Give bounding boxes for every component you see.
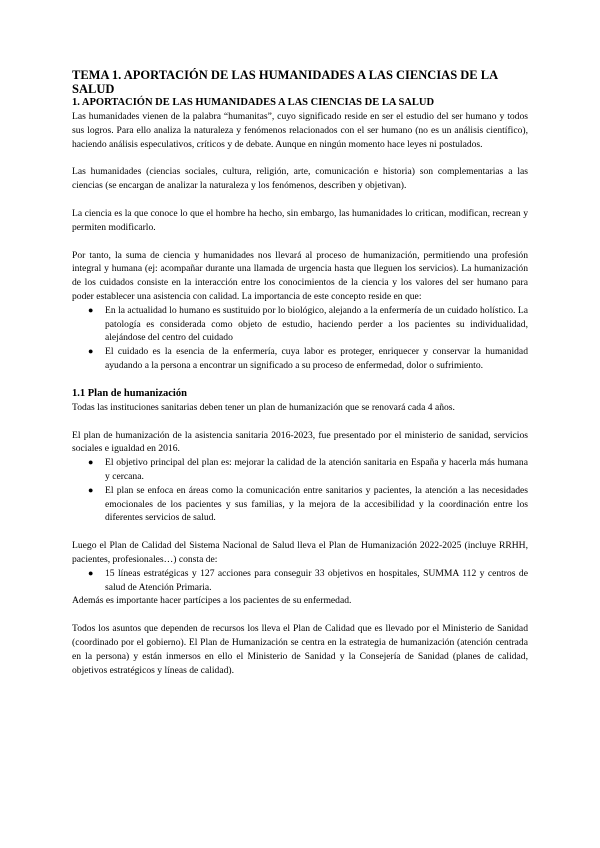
bullet-icon: ● [88, 346, 94, 357]
paragraph-instituciones: Todas las instituciones sanitarias deben tener un plan de humanización que se renovará cada 4 años. [72, 401, 455, 413]
list-item: ● El objetivo principal del plan es: mejorar la calidad de la atención sanitaria en España y hacerla más humana y cercana. [88, 457, 528, 482]
list-item: ● En la actualidad lo humano es sustituido por lo biológico, alejando a la enfermería de un cuidado holístico. La patología es considerada como objeto de estudio, haciendo perder a los pacientes su individualidad, alejándose del centro del cuidado [88, 304, 528, 344]
paragraph-asuntos: Todos los asuntos que dependen de recursos los lleva el Plan de Calidad que es llevado por el Ministerio de Sanidad (coordinado por el gobierno). El Plan de Humanización se centra en la estrategia de humanización (atención centrada en la persona) y están inmersos en ello el Ministerio de Sanidad y la Consejería de Sanidad (planes de calidad, objetivos estratégicos y líneas de calidad). [72, 623, 528, 676]
bullet-icon: ● [88, 304, 94, 315]
bullet-icon: ● [88, 484, 94, 495]
document-title: TEMA 1. APORTACIÓN DE LAS HUMANIDADES A LAS CIENCIAS DE LA SALUD [72, 68, 498, 96]
section-heading-aportacion: 1. APORTACIÓN DE LAS HUMANIDADES A LAS CIENCIAS DE LA SALUD [72, 97, 435, 108]
plan-list [72, 456, 528, 525]
importance-list [72, 304, 528, 373]
list-item: ● 15 líneas estratégicas y 127 acciones para conseguir 33 objetivos en hospitales, SUMMA 112 y centros de salud de Atención Primaria. [88, 567, 528, 593]
plan-calidad-list [72, 567, 528, 595]
list-item: ● El plan se enfoca en áreas como la comunicación entre sanitarios y pacientes, la atención a las necesidades emocionales de los pacientes y sus familias, y la mejora de la accesibilidad y la coordinación entre los diferentes servicios de salud. [88, 484, 528, 524]
document-page [72, 68, 528, 677]
paragraph-participes: Además es importante hacer partícipes a los pacientes de su enfermedad. [72, 595, 352, 607]
paragraph-ciencia: La ciencia es la que conoce lo que el hombre ha hecho, sin embargo, las humanidades lo critican, modifican, recrean y permiten modificarlo. [72, 207, 528, 233]
paragraph-humanidades-definicion: Las humanidades vienen de la palabra “humanitas”, cuyo significado reside en ser el estudio del ser humano y todos sus logros. Para ello analiza la naturaleza y fenómenos relacionados con el ser humano (no es un análisis científico), haciendo análisis especulativos, críticos y de debate. Aunque en ningún momento hace leyes ni postulados. [72, 111, 528, 150]
paragraph-humanizacion: Por tanto, la suma de ciencia y humanidades nos llevará al proceso de humanización, permitiendo una profesión integral y humana (ej: acompañar durante una llamada de urgencia hasta que lleguen los servicios). La humanización de los cuidados consiste en la interacción entre los conocimientos de la ciencia y los valores del ser humano para poder establecer una asistencia con calidad. La importancia de este concepto reside en que: [72, 249, 528, 302]
bullet-icon: ● [88, 457, 94, 468]
section-heading-plan: 1.1 Plan de humanización [72, 387, 187, 399]
list-item: ● El cuidado es la esencia de la enfermería, cuya labor es proteger, enriquecer y conservar la humanidad ayudando a la persona a encontrar un significado a su proceso de enfermedad, dolor o sufrimiento. [88, 346, 528, 371]
paragraph-plan-calidad: Luego el Plan de Calidad del Sistema Nacional de Salud lleva el Plan de Humanización 2022-2025 (incluye RRHH, pacientes, profesionales…) consta de: [72, 540, 528, 565]
paragraph-plan-2016: El plan de humanización de la asistencia sanitaria 2016-2023, fue presentado por el ministerio de sanidad, servicios sociales e igualdad en 2016. [72, 429, 528, 455]
bullet-icon: ● [88, 567, 94, 578]
paragraph-humanidades-complementarias: Las humanidades (ciencias sociales, cultura, religión, arte, comunicación e historia) son complementarias a las ciencias (se encargan de analizar la naturaleza y los fenómenos, describen y objetivan). [72, 166, 528, 192]
